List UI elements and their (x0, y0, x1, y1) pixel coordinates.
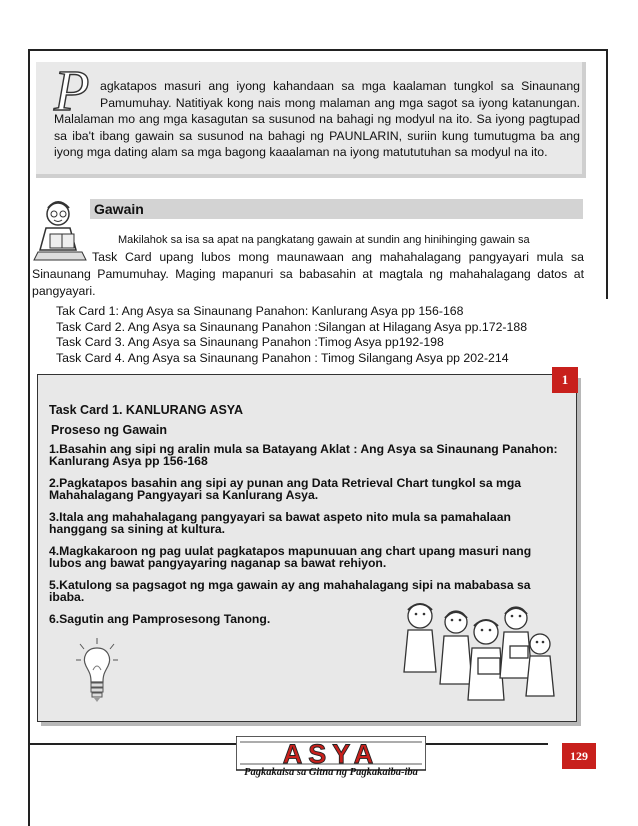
process-step: 4.Magkakaroon ng pag uulat pagkatapos mapunuuan ang chart upang masuri nang lubos ang bawat pangyayaring naganap sa bawat rehiyon. (49, 543, 532, 570)
asya-logo (236, 736, 426, 786)
task-card-item: Task Card 4. Ang Asya sa Sinaunang Panahon : Timog Silangang Asya pp 202-214 (56, 350, 509, 365)
process-step: 2.Pagkatapos basahin ang sipi ay punan ang Data Retrieval Chart tungkol sa mga Mahahalagang Pangyayari sa Kanlurang Asya. (49, 475, 522, 502)
children-group-icon (398, 592, 556, 714)
page-number-badge: 129 (562, 743, 596, 769)
gawain-title: Gawain (94, 201, 144, 217)
task-card-item: Task Card 3. Ang Asya sa Sinaunang Panahon :Timog Asya pp192-198 (56, 335, 444, 350)
frame-top-rule (28, 49, 608, 51)
process-step: 3.Itala ang mahahalagang pangyayari sa bawat aspeto nito mula sa pamahalaan hanggang sa sining at kultura. (49, 509, 511, 536)
gawain-instructions (32, 232, 584, 300)
card-subtitle: Proseso ng Gawain (51, 423, 168, 437)
gawain-line1: Makilahok sa isa sa apat na pangkatang gawain at sundin ang hinihinging gawain sa (118, 234, 530, 246)
logo-subtitle: Pagkakaisa sa Gitna ng Pagkakaiba-iba (244, 767, 418, 778)
card-title: Task Card 1. KANLURANG ASYA (49, 403, 244, 417)
lightbulb-icon (74, 636, 120, 706)
task-card-list (56, 304, 527, 366)
svg-text:ASYA: ASYA (282, 739, 380, 769)
frame-left-rule (28, 49, 30, 826)
task-card-item: Task Card 2. Ang Asya sa Sinaunang Panahon :Silangan at Hilagang Asya pp.172-188 (56, 319, 528, 334)
svg-text:P: P (54, 64, 90, 116)
process-step: 5.Katulong sa pagsagot ng mga gawain ay ang mahahalagang sipi na mababasa sa ibaba. (49, 577, 531, 604)
process-step: 6.Sagutin ang Pamprosesong Tanong. (49, 611, 271, 626)
gawain-header-bar (90, 199, 583, 219)
frame-right-rule (606, 49, 608, 299)
gawain-rest: Task Card upang lubos mong maunawaan ang mahahalagang pangyayari mula sa Sinaunang Pamumuhay. Maging mapanuri sa babasahin at magtala ng mahahalagang datos at pangyayari. (32, 250, 584, 298)
card-number-badge: 1 (552, 367, 578, 393)
task-card-item: Tak Card 1: Ang Asya sa Sinaunang Panahon: Kanlurang Asya pp 156-168 (56, 304, 464, 318)
process-step: 1.Basahin ang sipi ng aralin mula sa Batayang Aklat : Ang Asya sa Sinaunang Panahon: Kanlurang Asya pp 156-168 (49, 442, 558, 468)
intro-paragraph: agkatapos masuri ang iyong kahandaan sa mga kaalaman tungkol sa Sinaunang Pamumuhay. Natitiyak kong nais mong malaman ang mga sagot sa iyong katanungan. Malalaman mo ang mga kasagutan sa susunod na bahagi ng modyul na ito. Sa iyong pagtupad sa iba't ibang gawain sa susunod na bahagi ng PAUNLARIN, suriin kung tumutugma ba ang iyong mga dating alam sa mga bagong kaaalaman na iyong matututuhan sa modyul na ito. (54, 79, 580, 159)
